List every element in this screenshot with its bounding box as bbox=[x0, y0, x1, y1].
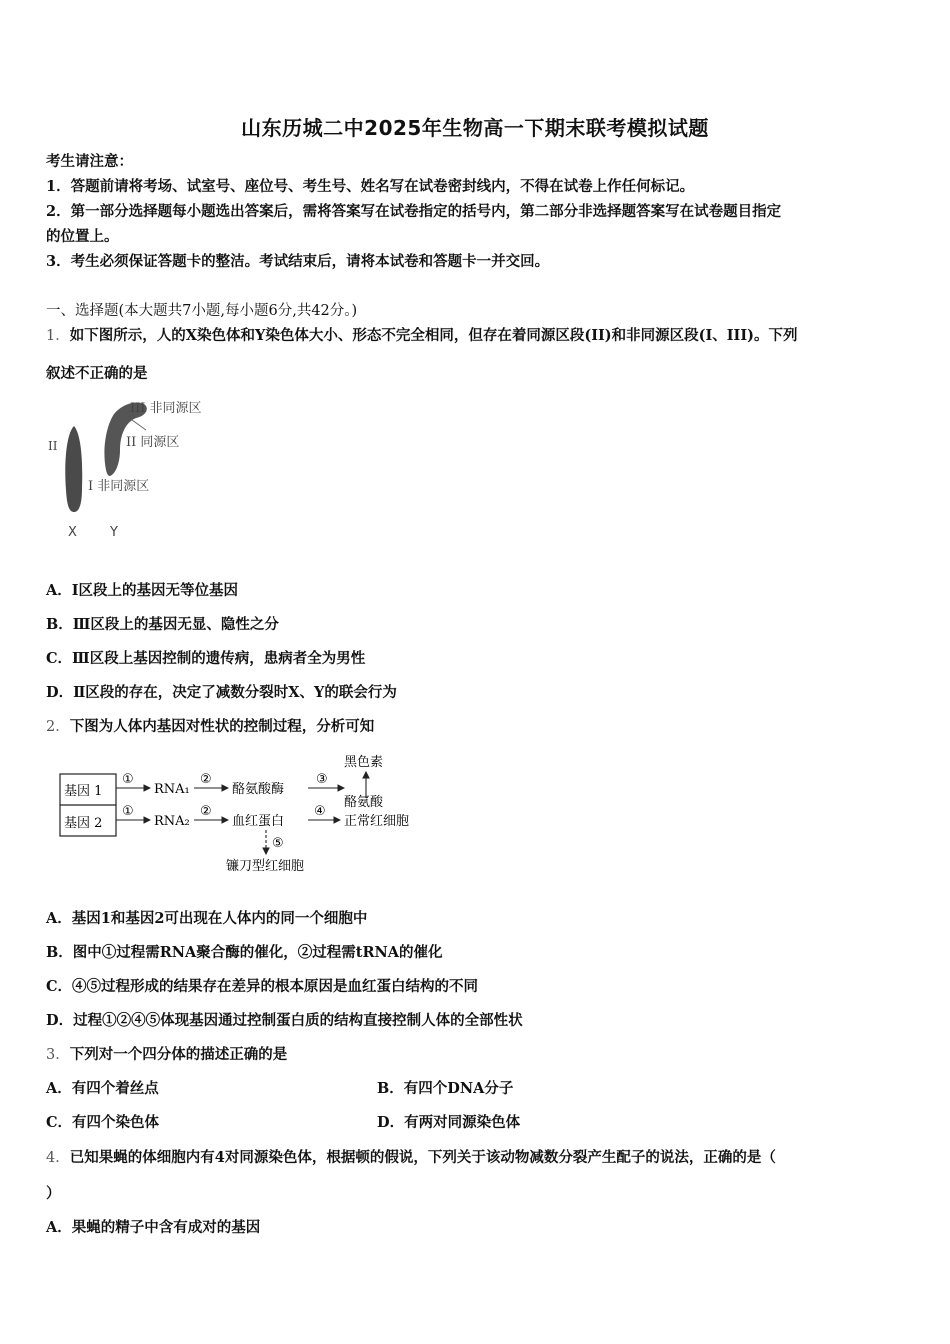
xy-chromosome-figure bbox=[40, 390, 240, 550]
q2-option-b: B．图中①过程需RNA聚合酶的催化，②过程需tRNA的催化 bbox=[46, 944, 443, 961]
enzyme-label: 酪氨酸酶 bbox=[232, 782, 285, 797]
question-3-stem bbox=[46, 1045, 287, 1065]
label-iii: III 非同源区 bbox=[130, 401, 202, 416]
question-number: 2． bbox=[46, 719, 70, 735]
q2-option-d: D．过程①②④⑤体现基因通过控制蛋白质的结构直接控制人体的全部性状 bbox=[46, 1012, 523, 1029]
notice-heading: 考生请注意： bbox=[46, 153, 133, 170]
q3-option-a: A．有四个着丝点 bbox=[46, 1080, 159, 1097]
gene-1-label: 基因 1 bbox=[64, 784, 103, 799]
q3-option-b: B．有四个DNA分子 bbox=[377, 1080, 514, 1097]
step-2-top: ② bbox=[200, 772, 212, 787]
melanin-label: 黑色素 bbox=[344, 755, 384, 770]
question-1-stem bbox=[46, 326, 797, 346]
gene-control-figure bbox=[56, 750, 446, 880]
question-text: 下图为人体内基因对性状的控制过程，分析可知 bbox=[69, 718, 375, 735]
step-5: ⑤ bbox=[272, 836, 284, 851]
question-4-stem-cont: ） bbox=[46, 1185, 61, 1202]
question-text: 如下图所示，人的X染色体和Y染色体大小、形态不完全相同，但存在着同源区段(II)和非同源区段(I、III)。下列 bbox=[69, 327, 798, 344]
page-title: 山东历城二中2025年生物高一下期末联考模拟试题 bbox=[241, 116, 709, 140]
q4-option-a: A．果蝇的精子中含有成对的基因 bbox=[46, 1219, 261, 1236]
notice-item-2: 2．第一部分选择题每小题选出答案后，需将答案写在试卷指定的括号内，第二部分非选择题答案写在试卷题目指定 bbox=[46, 203, 782, 220]
question-4-stem bbox=[46, 1148, 776, 1168]
step-1-top: ① bbox=[122, 772, 134, 787]
step-1-bottom: ① bbox=[122, 804, 134, 819]
q1-option-c: C．Ⅲ区段上基因控制的遗传病，患病者全为男性 bbox=[46, 650, 366, 667]
label-left-ii: II bbox=[48, 439, 58, 453]
question-text: 已知果蝇的体细胞内有4对同源染色体，根据顿的假说，下列关于该动物减数分裂产生配子的说法，正确的是（ bbox=[69, 1149, 776, 1166]
q1-option-b: B．Ⅲ区段上的基因无显、隐性之分 bbox=[46, 616, 279, 633]
notice-item-2-cont: 的位置上。 bbox=[46, 228, 119, 245]
question-number: 4． bbox=[46, 1150, 70, 1166]
x-chromosome bbox=[65, 426, 82, 512]
question-text: 下列对一个四分体的描述正确的是 bbox=[69, 1046, 288, 1063]
step-3: ③ bbox=[316, 772, 328, 787]
label-i: I 非同源区 bbox=[88, 479, 150, 494]
notice-item-3: 3．考生必须保证答题卡的整洁。考试结束后，请将本试卷和答题卡一并交回。 bbox=[46, 253, 550, 270]
sickle-rbc-label: 镰刀型红细胞 bbox=[226, 859, 305, 874]
q2-option-c: C．④⑤过程形成的结果存在差异的根本原因是血红蛋白结构的不同 bbox=[46, 978, 479, 995]
rna2-label: RNA₂ bbox=[154, 814, 190, 829]
q2-option-a: A．基因1和基因2可出现在人体内的同一个细胞中 bbox=[46, 910, 368, 927]
q1-option-d: D．Ⅱ区段的存在，决定了减数分裂时X、Y的联会行为 bbox=[46, 684, 397, 701]
tyrosine-label: 酪氨酸 bbox=[344, 795, 384, 810]
q3-option-d: D．有两对同源染色体 bbox=[377, 1114, 521, 1131]
question-2-stem bbox=[46, 717, 374, 737]
step-2-bottom: ② bbox=[200, 804, 212, 819]
label-ii: II 同源区 bbox=[126, 435, 180, 450]
question-number: 3． bbox=[46, 1047, 70, 1063]
q3-option-c: C．有四个染色体 bbox=[46, 1114, 160, 1131]
hemoglobin-label: 血红蛋白 bbox=[232, 814, 285, 829]
notice-item-1: 1．答题前请将考场、试室号、座位号、考生号、姓名写在试卷密封线内，不得在试卷上作任何标记。 bbox=[46, 178, 695, 195]
step-4: ④ bbox=[314, 804, 326, 819]
label-y: Y bbox=[110, 525, 118, 540]
question-1-stem-cont: 叙述不正确的是 bbox=[46, 365, 148, 382]
gene-2-label: 基因 2 bbox=[64, 816, 103, 831]
normal-rbc-label: 正常红细胞 bbox=[344, 814, 410, 829]
section-heading: 一、选择题(本大题共7小题,每小题6分,共42分。) bbox=[46, 303, 358, 319]
label-x: X bbox=[68, 525, 77, 540]
question-number: 1． bbox=[46, 328, 70, 344]
rna1-label: RNA₁ bbox=[154, 782, 190, 797]
q1-option-a: A．Ⅰ区段上的基因无等位基因 bbox=[46, 582, 239, 599]
